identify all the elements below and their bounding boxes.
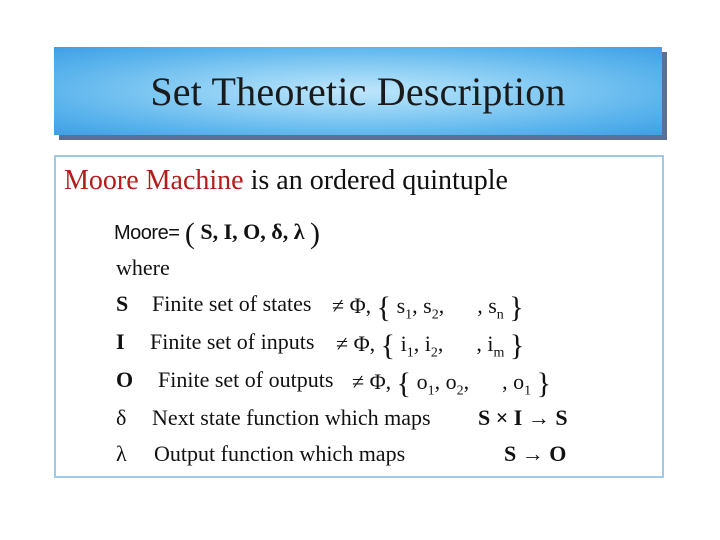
title-banner (54, 47, 662, 135)
moore-label: Moore= (114, 222, 180, 244)
row-math: ≠ Φ, { $o_1$, $o_2$, , $o_1$ } (352, 367, 551, 400)
row-symbol: S (116, 291, 129, 316)
row-description: Finite set of outputs (158, 367, 334, 392)
definition-row-outputs (56, 367, 662, 400)
definition-row-inputs (56, 329, 662, 362)
moore-machine-term: Moore Machine (64, 165, 244, 196)
row-description: Next state function which maps (152, 405, 431, 430)
row-math: ≠ Φ, { $s_1$, $s_2$, , $s_n$ } (332, 291, 524, 324)
row-math: S → O (504, 441, 567, 466)
row-math: S × I → S (478, 405, 568, 430)
row-symbol: O (116, 367, 134, 392)
row-symbol: I (116, 329, 125, 354)
definition-row-states (56, 291, 662, 324)
row-description: Output function which maps (154, 441, 406, 466)
definition-row-output-function (56, 441, 662, 471)
close-paren: ) (310, 217, 321, 250)
definition-row-next-state (56, 405, 662, 435)
content-panel (54, 155, 664, 478)
slide-title: Set Theoretic Description (150, 68, 566, 114)
row-description: Finite set of states (152, 291, 312, 316)
where-label: where (116, 255, 170, 280)
intro-rest: is an ordered quintuple (243, 165, 508, 196)
moore-definition (114, 217, 320, 251)
row-symbol: δ (116, 405, 127, 430)
intro-line (64, 165, 508, 197)
open-paren: ( (184, 217, 195, 250)
row-description: Finite set of inputs (150, 329, 315, 354)
moore-tuple: S, I, O, δ, λ (200, 219, 305, 244)
row-symbol: λ (116, 441, 127, 466)
row-math: ≠ Φ, { $i_1$, $i_2$, , $i_m$ } (336, 329, 525, 362)
